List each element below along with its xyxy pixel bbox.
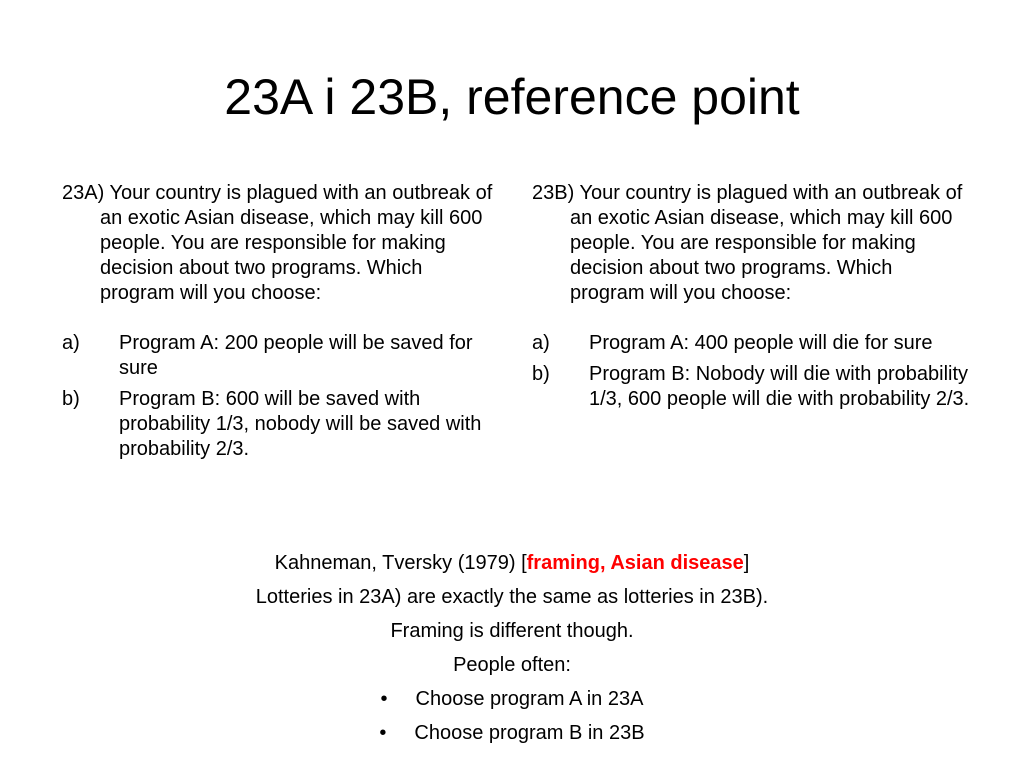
slide-title: 23A i 23B, reference point (224, 69, 800, 125)
summary-line-lotteries: Lotteries in 23A) are exactly the same as lotteries in 23B). (255, 586, 769, 608)
bullet-icon: • (380, 688, 388, 710)
summary-block (0, 546, 1024, 750)
option-letter: b) (532, 363, 550, 385)
option-letter: a) (532, 332, 550, 354)
bullet-item (0, 682, 1024, 716)
summary-line-people: People often: (453, 654, 571, 676)
citation-line (0, 546, 1024, 580)
option-a-23b (532, 331, 972, 356)
citation-highlight: framing, Asian disease (526, 552, 744, 574)
question-23a: 23A) Your country is plagued with an outbreak of an exotic Asian disease, which may kill 600 people. You are responsible for making decision about two programs. Which program will you choose: (62, 182, 493, 304)
option-letter: b) (62, 388, 80, 410)
bullet-item (0, 716, 1024, 750)
bullet-icon: • (379, 722, 387, 744)
option-b-23a (62, 387, 502, 462)
option-text: Program A: 400 people will die for sure (589, 332, 933, 354)
option-text: Program A: 200 people will be saved for sure (119, 332, 473, 379)
option-a-23a (62, 331, 502, 381)
bullet-text: Choose program B in 23B (414, 722, 645, 744)
citation-prefix: Kahneman, Tversky (1979) [ (274, 552, 527, 574)
option-text: Program B: 600 will be saved with probability 1/3, nobody will be saved with probability 2/3. (119, 388, 482, 460)
option-text: Program B: Nobody will die with probability 1/3, 600 people will die with probability 2/3. (589, 363, 970, 410)
summary-line-framing: Framing is different though. (390, 620, 634, 642)
question-23b: 23B) Your country is plagued with an outbreak of an exotic Asian disease, which may kill 600 people. You are responsible for making decision about two programs. Which program will you choose: (532, 182, 963, 304)
citation-suffix: ] (743, 552, 750, 574)
option-b-23b (532, 362, 972, 412)
option-letter: a) (62, 332, 80, 354)
right-column-23b (532, 181, 972, 418)
bullet-text: Choose program A in 23A (415, 688, 644, 710)
left-column-23a (62, 181, 502, 468)
